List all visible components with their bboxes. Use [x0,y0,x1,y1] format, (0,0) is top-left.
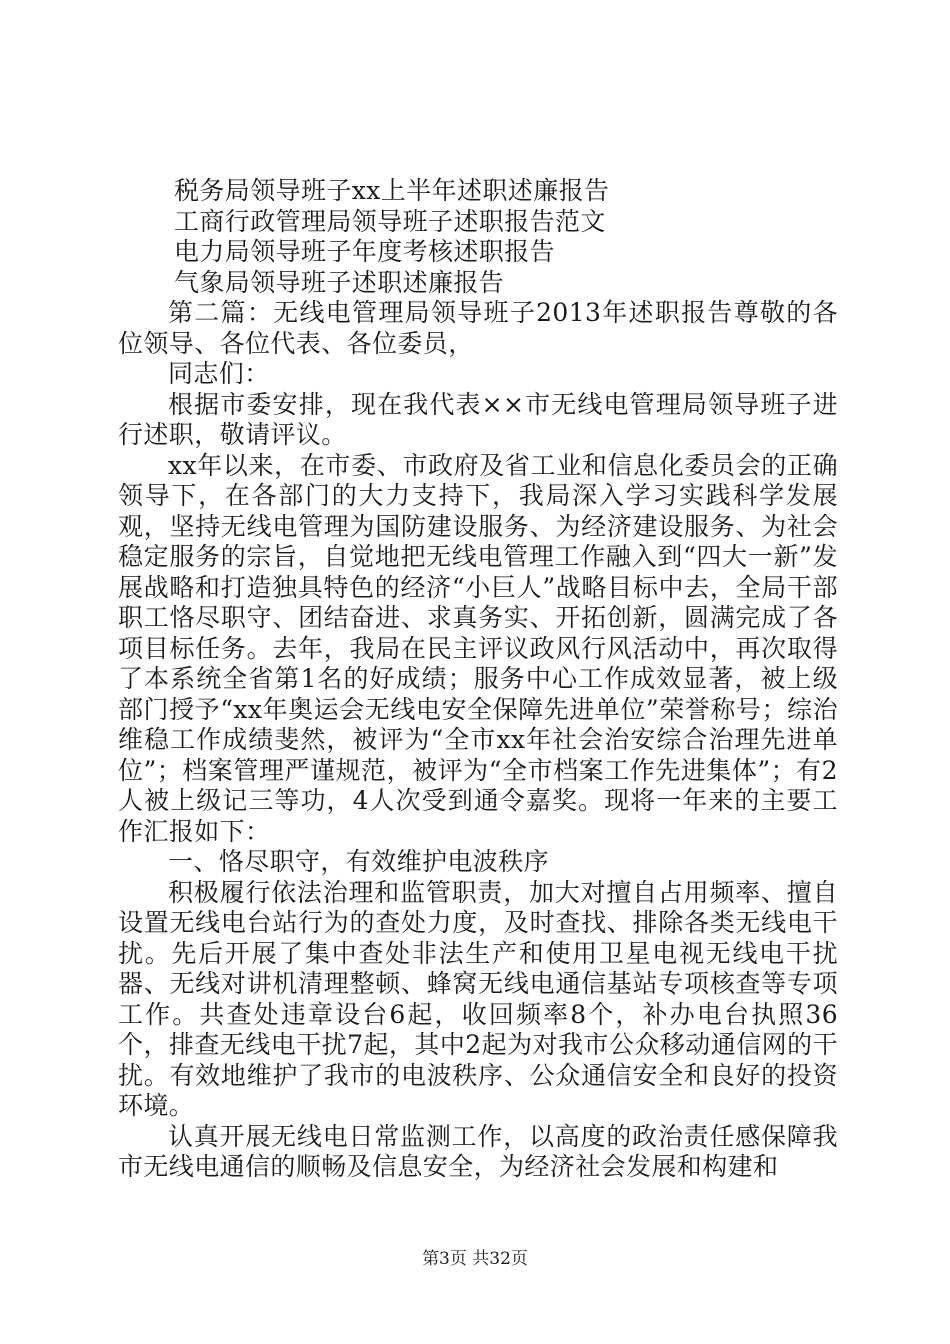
related-title-3: 电力局领导班子年度考核述职报告 [174,237,556,266]
related-title-4: 气象局领导班子述职述廉报告 [174,267,505,297]
section-heading-paragraph: 第二篇：无线电管理局领导班子2013年述职报告尊敬的各位领导、各位代表、各位委员， [118,298,838,358]
body-paragraph-2: 认真开展无线电日常监测工作，以高度的政治责任感保障我市无线电通信的顺畅及信息安全，为经济社会发展和构建和 [118,1121,838,1181]
related-title-1: 税务局领导班子xx上半年述职述廉报告 [174,176,610,205]
related-title-2: 工商行政管理局领导班子述职报告范文 [174,206,606,236]
page-number-footer: 第3页 共32页 [422,1249,528,1269]
body-paragraph-1: 积极履行依法治理和监管职责，加大对擅自占用频率、擅自设置无线电台站行为的查处力度，及时查找、排除各类无线电干扰。先后开展了集中查处非法生产和使用卫星电视无线电干扰器、无线对讲机清理整顿、蜂窝无线电通信基站专项核查等专项工作。共查处违章设台6起，收回频率8个，补办电台执照36个，排查无线电干扰7起，其中2起为对我市公众移动通信网的干扰。有效地维护了我市的电波秩序、公众通信安全和良好的投资环境。 [118,877,838,1120]
subheading-paragraph: 一、恪尽职守，有效维护电波秩序 [168,847,550,876]
summary-paragraph: xx年以来，在市委、市政府及省工业和信息化委员会的正确领导下，在各部门的大力支持下，我局深入学习实践科学发展观，坚持无线电管理为国防建设服务、为经济建设服务、为社会稳定服务的宗旨，自觉地把无线电管理工作融入到“四大一新”发展战略和打造独具特色的经济“小巨人”战略目标中去，全局干部职工恪尽职守、团结奋进、求真务实、开拓创新，圆满完成了各项目标任务。去年，我局在民主评议政风行风活动中，再次取得了本系统全省第1名的好成绩；服务中心工作成效显著，被上级部门授予“xx年奥运会无线电安全保障先进单位”荣誉称号；综治维稳工作成绩斐然，被评为“全市xx年社会治安综合治理先进单位”；档案管理严谨规范，被评为“全市档案工作先进集体”；有2人被上级记三等功，4人次受到通令嘉奖。现将一年来的主要工作汇报如下： [118,450,838,846]
intro-paragraph: 根据市委安排，现在我代表××市无线电管理局领导班子进行述职，敬请评议。 [118,389,838,449]
salutation-paragraph: 同志们： [168,359,270,388]
document-body [118,176,838,1183]
